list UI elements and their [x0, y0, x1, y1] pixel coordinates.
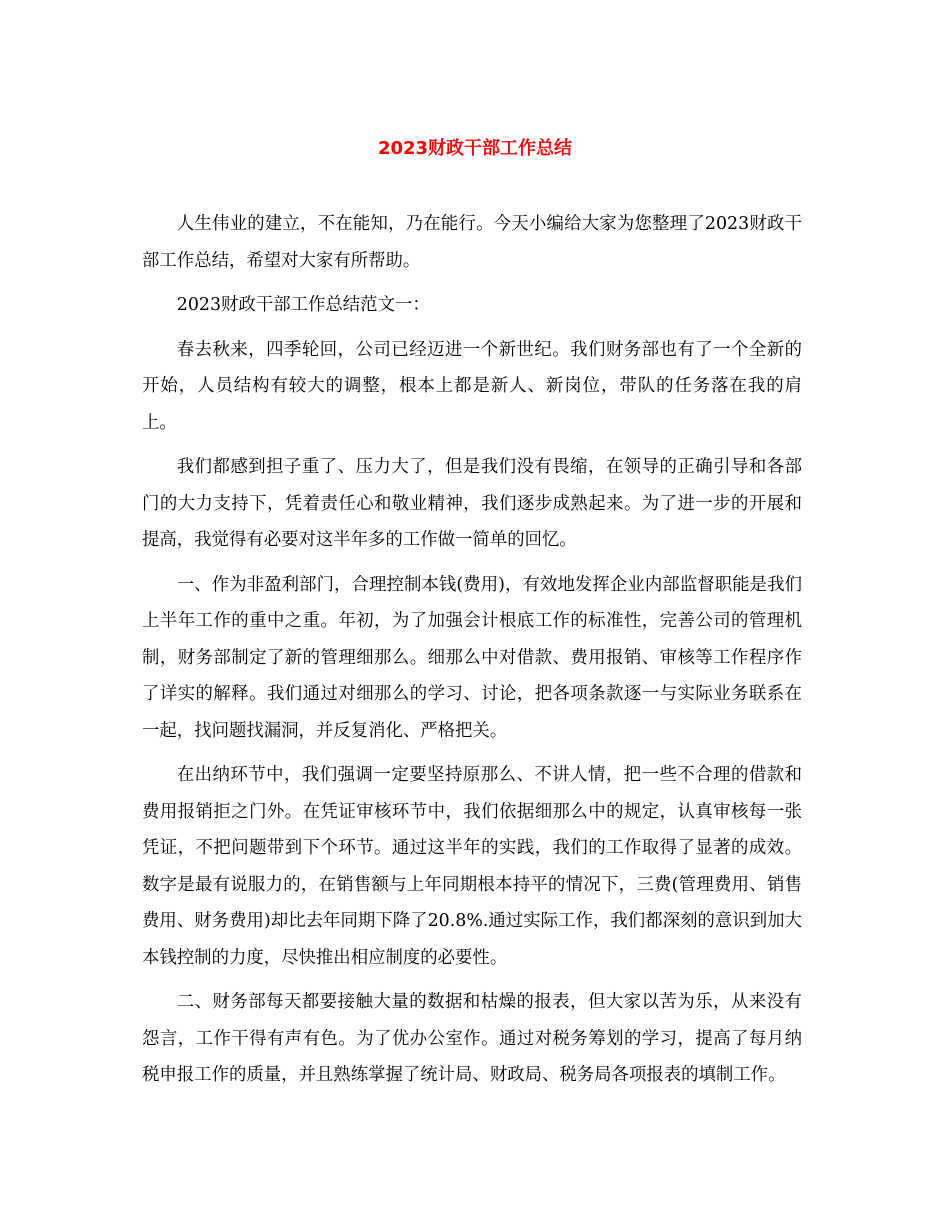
- document-title: 2023财政干部工作总结: [377, 138, 573, 159]
- paragraph-4: 在出纳环节中，我们强调一定要坚持原那么、不讲人情，把一些不合理的借款和费用报销拒之门外。在凭证审核环节中，我们依据细那么中的规定，认真审核每一张凭证，不把问题带到下个环节。通过这半年的实践，我们的工作取得了显著的成效。数字是最有说服力的，在销售额与上年同期根本持平的情况下，三费(管理费用、销售费用、财务费用)却比去年同期下降了20.8%.通过实际工作，我们都深刻的意识到加大本钱控制的力度，尽快推出相应制度的必要性。: [142, 765, 802, 968]
- paragraph-1: 春去秋来，四季轮回，公司已经迈进一个新世纪。我们财务部也有了一个全新的开始，人员结构有较大的调整，根本上都是新人、新岗位，带队的任务落在我的肩上。: [142, 339, 802, 433]
- paragraph-3: 一、作为非盈利部门，合理控制本钱(费用)，有效地发挥企业内部监督职能是我们上半年工作的重中之重。年初，为了加强会计根底工作的标准性，完善公司的管理机制，财务部制定了新的管理细那么。细那么中对借款、费用报销、审核等工作程序作了详实的解释。我们通过对细那么的学习、讨论，把各项条款逐一与实际业务联系在一起，找问题找漏洞，并反复消化、严格把关。: [142, 574, 802, 741]
- paragraph-intro: 人生伟业的建立，不在能知，乃在能行。今天小编给大家为您整理了2023财政干部工作总结，希望对大家有所帮助。: [142, 214, 802, 271]
- paragraph-2: 我们都感到担子重了、压力大了，但是我们没有畏缩，在领导的正确引导和各部门的大力支持下，凭着责任心和敬业精神，我们逐步成熟起来。为了进一步的开展和提高，我觉得有必要对这半年多的工作做一简单的回忆。: [142, 457, 802, 550]
- paragraph-5: 二、财务部每天都要接触大量的数据和枯燥的报表，但大家以苦为乐，从来没有怨言，工作干得有声有色。为了优办公室作。通过对税务筹划的学习，提高了每月纳税申报工作的质量，并且熟练掌握了统计局、财政局、税务局各项报表的填制工作。: [142, 992, 802, 1085]
- paragraph-sample-heading: 2023财政干部工作总结范文一：: [176, 295, 430, 315]
- document-body: [142, 206, 802, 1102]
